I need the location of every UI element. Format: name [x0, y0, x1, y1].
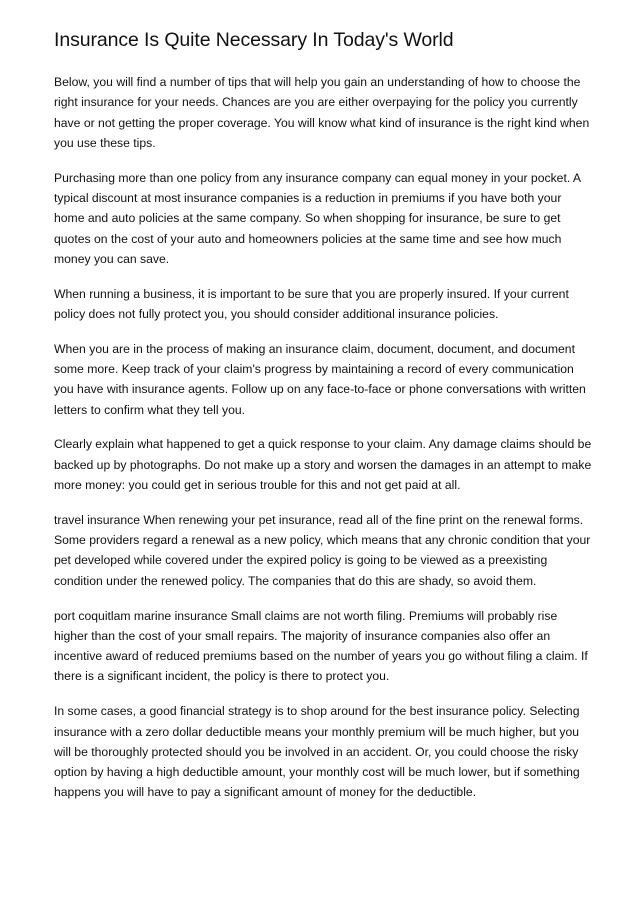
document-page	[54, 26, 594, 817]
paragraph-explain-claim: Clearly explain what happened to get a quick response to your claim. Any damage claims should be backed up by photographs. Do not make up a story and worsen the damages in an attempt to make more money: you could get in serious trouble for this and not get paid at all.	[54, 437, 592, 493]
paragraph-pet-insurance: travel insurance When renewing your pet insurance, read all of the fine print on the renewal forms. Some providers regard a renewal as a new policy, which means that any chronic condition that your pet developed while covered under the expired policy is going to be viewed as a preexisting condition under the renewed policy. The companies that do this are shady, so avoid them.	[54, 512, 591, 588]
paragraph-document-claim: When you are in the process of making an insurance claim, document, document, and document some more. Keep track of your claim's progress by maintaining a record of every communication you have with insurance agents. Follow up on any face-to-face or phone conversations with written letters to confirm what they tell you.	[54, 341, 586, 417]
paragraph-business-insurance: When running a business, it is important to be sure that you are properly insured. If your current policy does not fully protect you, you should consider additional insurance policies.	[54, 286, 569, 321]
paragraph-deductible: In some cases, a good financial strategy is to shop around for the best insurance policy. Selecting insurance with a zero dollar deductible means your monthly premium will be much higher, but you will be thoroughly protected should you be involved in an accident. Or, you could choose the risky option by having a high deductible amount, your monthly cost will be much lower, but if something happens you will have to pay a significant amount of money for the deductible.	[54, 704, 580, 800]
paragraph-multiple-policies: Purchasing more than one policy from any insurance company can equal money in your pocket. A typical discount at most insurance companies is a reduction in premiums if you have both your home and auto policies at the same company. So when shopping for insurance, be sure to get quotes on the cost of your auto and homeowners policies at the same time and see how much money you can save.	[54, 170, 581, 266]
paragraph-small-claims: port coquitlam marine insurance Small claims are not worth filing. Premiums will probably rise higher than the cost of your small repairs. The majority of insurance companies also offer an incentive award of reduced premiums based on the number of years you go without filing a claim. If there is a significant incident, the policy is there to protect you.	[54, 608, 588, 684]
paragraph-intro: Below, you will find a number of tips that will help you gain an understanding of how to choose the right insurance for your needs. Chances are you are either overpaying for the policy you currently have or not getting the proper coverage. You will know what kind of insurance is the right kind when you use these tips.	[54, 75, 590, 150]
document-title: Insurance Is Quite Necessary In Today's World	[54, 29, 454, 51]
